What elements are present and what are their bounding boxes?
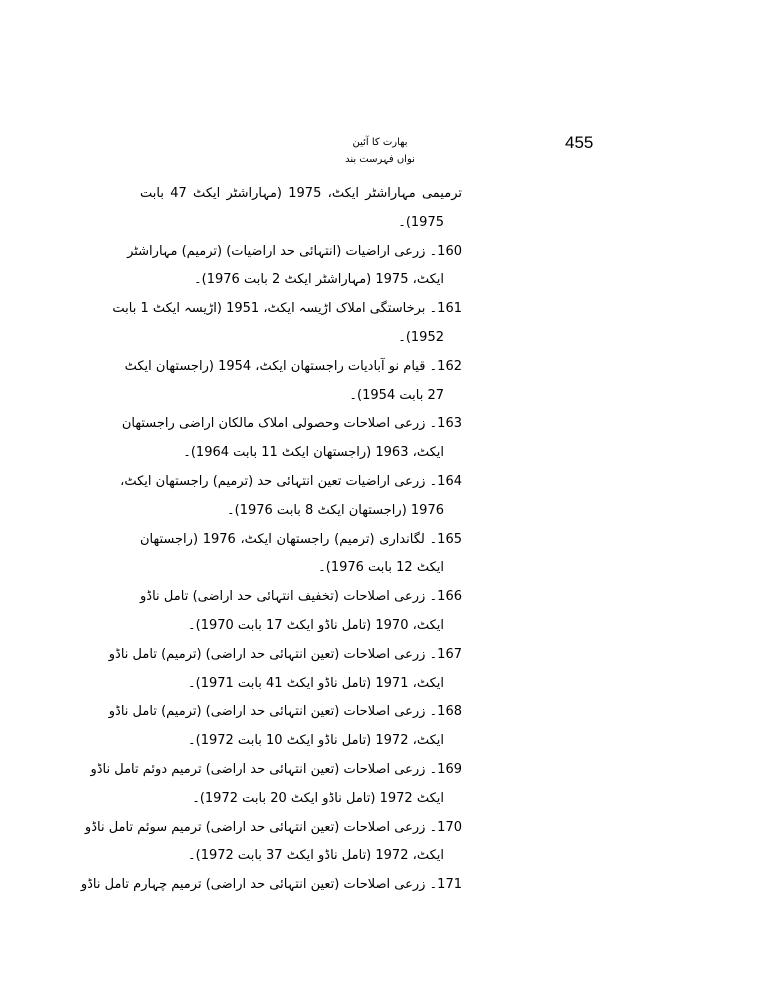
entry-line: 171۔ زرعی اصلاحات (تعین انتہائی حد اراضی) ترمیم چہارم تامل ناڈو	[80, 877, 462, 893]
entry-line: 163۔ زرعی اصلاحات وحصولی املاک مالکان اراضی راجستھان	[121, 416, 462, 432]
entry-line: 164۔ زرعی اراضیات تعین انتہائی حد (ترمیم) راجستھان ایکٹ،	[120, 473, 462, 489]
entry-line: 166۔ زرعی اصلاحات (تخفیف انتہائی حد اراضی) تامل ناڈو	[140, 589, 462, 605]
entry-line: ایکٹ، 1970 (تامل ناڈو ایکٹ 17 بابت 1970)۔	[188, 617, 444, 633]
entry-line: 165۔ لگانداری (ترمیم) راجستھان ایکٹ، 1976 (راجستھان	[140, 531, 462, 547]
entry-line: ایکٹ، 1963 (راجستھان ایکٹ 11 بابت 1964)۔	[183, 445, 444, 461]
entry-line: 1975)۔	[398, 214, 444, 230]
entry-line: ایکٹ، 1972 (تامل ناڈو ایکٹ 10 بابت 1972)۔	[188, 733, 444, 749]
entry-line: ایکٹ 12 بابت 1976)۔	[318, 560, 444, 576]
entry-line: 27 بابت 1954)۔	[349, 387, 444, 403]
entry-line: 1952)۔	[398, 329, 444, 345]
schedule-entries	[80, 180, 462, 900]
running-head-subtitle: نواں فہرست بند	[345, 154, 415, 165]
entry-line: 160۔ زرعی اراضیات (انتہائی حد اراضیات) (ترمیم) مہاراشٹر	[127, 243, 462, 259]
entry-line: ترمیمی مہاراشٹر ایکٹ، 1975 (مہاراشٹر ایکٹ 47 بابت	[140, 186, 462, 201]
entry-line: 161۔ برخاستگی املاک اڑیسہ ایکٹ، 1951 (اڑیسہ ایکٹ 1 بابت	[112, 301, 462, 317]
entry-line: 162۔ قیام نو آبادیات راجستھان ایکٹ، 1954 (راجستھان ایکٹ	[124, 358, 462, 374]
entry-line: 170۔ زرعی اصلاحات (تعین انتہائی حد اراضی) ترمیم سوئم تامل ناڈو	[84, 819, 462, 835]
entry-line: 169۔ زرعی اصلاحات (تعین انتہائی حد اراضی) ترمیم دوئم تامل ناڈو	[90, 761, 462, 777]
entry-line: 167۔ زرعی اصلاحات (تعین انتہائی حد اراضی) (ترمیم) تامل ناڈو	[108, 646, 462, 662]
entry-line: ایکٹ، 1971 (تامل ناڈو ایکٹ 41 بابت 1971)۔	[188, 675, 444, 691]
entry-line: ایکٹ، 1972 (تامل ناڈو ایکٹ 37 بابت 1972)۔	[188, 848, 444, 864]
entry-line: ایکٹ 1972 (تامل ناڈو ایکٹ 20 بابت 1972)۔	[192, 790, 444, 806]
entry-line: 1976 (راجستھان ایکٹ 8 بابت 1976)۔	[227, 502, 444, 518]
page-number: 455	[565, 133, 594, 152]
running-head-title: بھارت کا آئین	[352, 137, 408, 148]
entry-line: ایکٹ، 1975 (مہاراشٹر ایکٹ 2 بابت 1976)۔	[194, 272, 444, 288]
entry-line: 168۔ زرعی اصلاحات (تعین انتہائی حد اراضی) (ترمیم) تامل ناڈو	[108, 704, 462, 720]
